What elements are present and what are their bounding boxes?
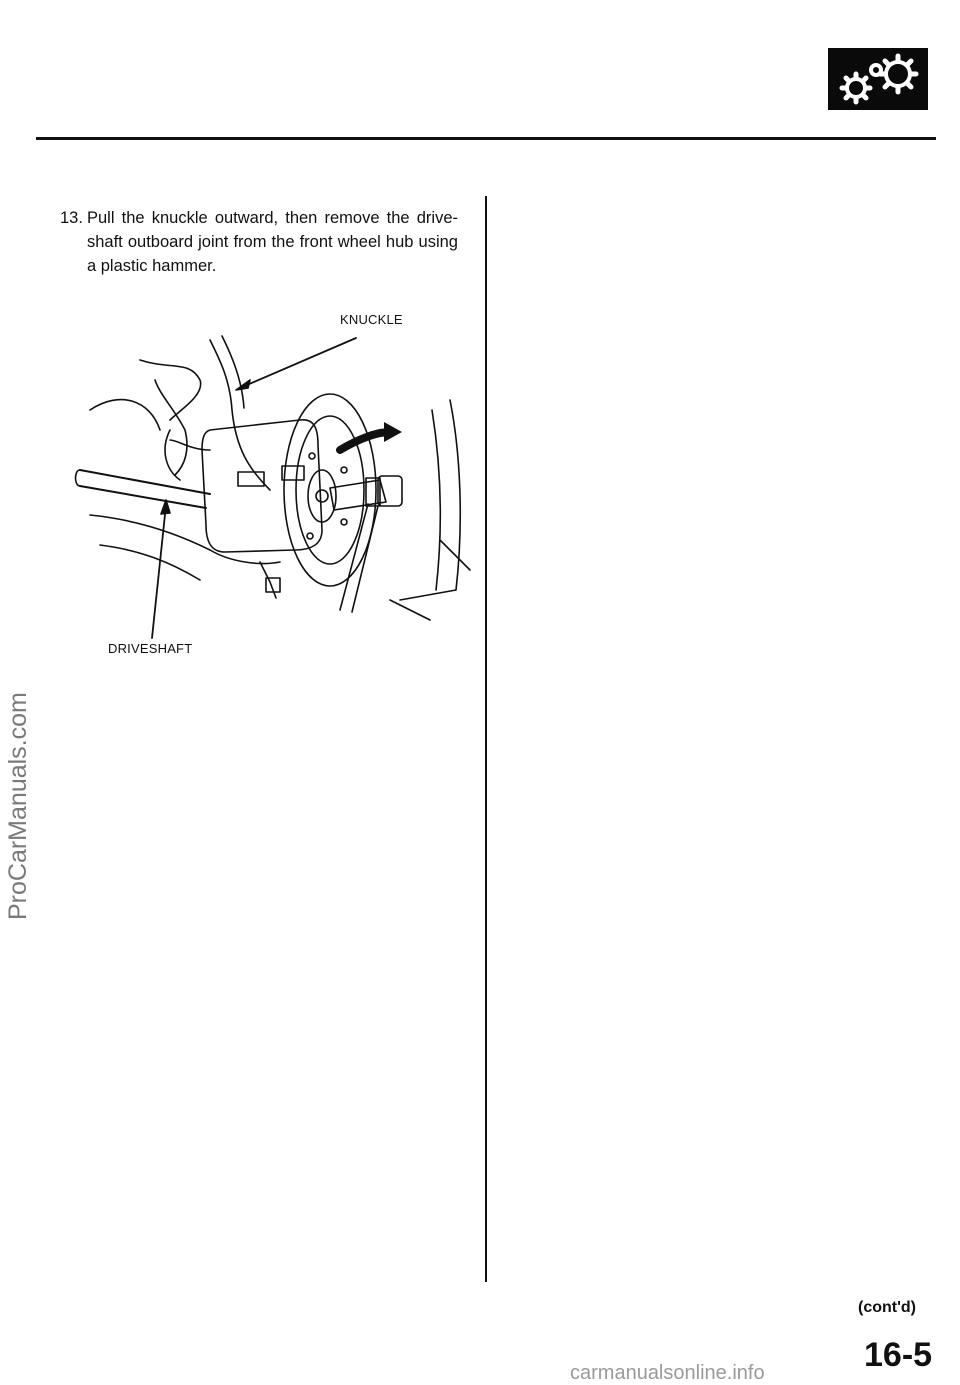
- step-13: [60, 206, 458, 278]
- page-number: 16-5: [864, 1336, 933, 1374]
- driveshaft-label: DRIVESHAFT: [108, 641, 193, 656]
- footer-watermark: carmanualsonline.info: [570, 1362, 765, 1384]
- section-gears-icon: [828, 48, 928, 110]
- knuckle-removal-illustration: [60, 300, 480, 660]
- step-number: 13.: [60, 209, 83, 227]
- step-text: Pull the knuckle outward, then remove the drive-shaft outboard joint from the front wheel hub using a plastic hammer.: [87, 209, 458, 275]
- header-divider: [36, 137, 936, 140]
- continued-label: (cont'd): [858, 1299, 917, 1316]
- side-watermark: ProCarManuals.com: [4, 692, 32, 920]
- column-divider: [485, 196, 487, 1282]
- knuckle-label: KNUCKLE: [340, 312, 403, 327]
